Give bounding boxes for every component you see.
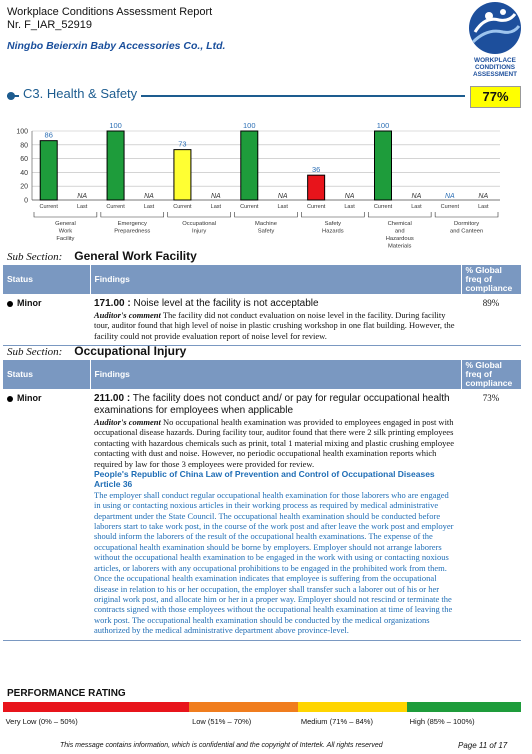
status-value: Minor bbox=[17, 393, 42, 403]
section-bullet-icon bbox=[7, 92, 15, 100]
report-number: Nr. F_IAR_52919 bbox=[7, 19, 92, 31]
bar-current bbox=[174, 150, 191, 200]
group-bracket bbox=[435, 212, 498, 217]
group-label: Dormitory bbox=[454, 221, 480, 227]
subsection-name: Occupational Injury bbox=[74, 344, 187, 358]
section-score-badge: 77% bbox=[470, 86, 521, 108]
group-label: Occupational bbox=[182, 221, 217, 227]
group-bracket bbox=[34, 212, 97, 217]
findings-table-2 bbox=[3, 360, 521, 641]
group-bracket bbox=[168, 212, 231, 217]
x-tick-label: Current bbox=[373, 204, 393, 210]
x-tick-label: Last bbox=[210, 204, 222, 210]
table-row bbox=[3, 389, 521, 640]
freq-cell: 89% bbox=[461, 294, 521, 346]
bar-current bbox=[375, 131, 392, 200]
auditor-comment-label: Auditor's comment bbox=[94, 310, 161, 320]
rating-band-label: High (85% – 100%) bbox=[409, 717, 475, 726]
y-tick-label: 100 bbox=[16, 128, 28, 136]
col-findings: Findings bbox=[90, 265, 461, 294]
logo-text-2: CONDITIONS bbox=[474, 64, 516, 71]
findings-cell bbox=[90, 389, 461, 640]
bar-value-label: 36 bbox=[311, 165, 321, 175]
subsection-score-chart bbox=[0, 112, 532, 252]
group-label: Materials bbox=[387, 243, 412, 250]
section-title: C3. Health & Safety bbox=[19, 86, 141, 101]
x-tick-label: Last bbox=[76, 204, 88, 210]
x-tick-label: Current bbox=[240, 204, 259, 210]
subsection-heading-1 bbox=[7, 249, 197, 263]
rating-band bbox=[407, 702, 521, 712]
report-title: Workplace Conditions Assessment Report bbox=[7, 6, 213, 18]
group-bracket bbox=[235, 212, 298, 217]
group-bracket bbox=[368, 212, 431, 217]
group-label: and Canteen bbox=[449, 228, 484, 235]
y-tick-label: 80 bbox=[20, 142, 28, 150]
x-tick-label: Current bbox=[106, 204, 125, 210]
bar-value-label: 73 bbox=[178, 139, 187, 149]
logo-text-3: ASSESSMENT bbox=[472, 71, 518, 78]
group-label: General bbox=[55, 221, 76, 227]
x-tick-label: Last bbox=[411, 204, 422, 210]
x-tick-label: Last bbox=[478, 204, 489, 210]
bar-na-label: NA bbox=[344, 193, 355, 200]
x-tick-label: Current bbox=[173, 204, 192, 210]
col-status: Status bbox=[3, 360, 90, 389]
rating-band-label: Medium (71% – 84%) bbox=[300, 717, 373, 726]
group-label: and bbox=[394, 228, 405, 235]
finding-headline: The facility does not conduct and/ or pay for regular occupational health examinations for employees when applicable bbox=[94, 393, 450, 416]
col-findings: Findings bbox=[90, 360, 461, 389]
group-label: Safety bbox=[257, 228, 275, 235]
law-reference-title: People's Republic of China Law of Prevention and Control of Occupational Diseases Article 36 bbox=[94, 469, 435, 490]
y-tick-label: 40 bbox=[20, 169, 28, 177]
group-label: Preparedness bbox=[114, 228, 151, 235]
group-label: Chemical bbox=[387, 221, 412, 227]
bar-na-label: NA bbox=[411, 193, 422, 200]
bullet-icon bbox=[7, 396, 13, 402]
y-tick-label: 0 bbox=[24, 197, 28, 205]
rating-band bbox=[189, 702, 298, 712]
group-label: Emergency bbox=[117, 221, 147, 227]
y-tick-label: 60 bbox=[20, 156, 28, 164]
bar-current bbox=[107, 131, 124, 200]
auditor-comment-text: No occupational health examination was provided to employees engaged in post with occupational disease hazards. During facility tour, auditor found that there were 2 silk printing employees contacting with hazardous chemicals such as prinit, total 1 material mixing and plastic crushing employee contacting with dust and noise. However, no periodic occupational health examination reports which required by law for those 3 employees were provided for review. bbox=[94, 417, 454, 469]
rating-band-label: Low (51% – 70%) bbox=[192, 717, 252, 726]
findings-table-1 bbox=[3, 265, 521, 346]
x-tick-label: Current bbox=[440, 204, 460, 210]
auditor-comment-text: The facility did not conduct evaluation on noise level in the facility. During facility tour, auditor found that high level of noise in plastic crushing workshop in one flat building. However, the facility could not provide evaluation report of noise level for review. bbox=[94, 310, 455, 341]
auditor-comment-label: Auditor's comment bbox=[94, 417, 161, 427]
group-label: Hazardous bbox=[385, 236, 414, 242]
x-tick-label: Current bbox=[306, 204, 326, 210]
bar-current bbox=[40, 141, 57, 200]
group-label: Safety bbox=[324, 221, 342, 227]
subsection-name: General Work Facility bbox=[74, 249, 197, 263]
wca-logo bbox=[463, 2, 527, 80]
subsection-heading-2 bbox=[7, 344, 186, 358]
bar-value-label: 100 bbox=[376, 121, 390, 130]
freq-cell: 73% bbox=[461, 389, 521, 640]
group-label: Machine bbox=[255, 221, 277, 227]
bar-na-label: NA bbox=[210, 193, 221, 200]
bar-na-label: NA bbox=[444, 193, 455, 200]
company-name: Ningbo Beierxin Baby Accessories Co., Ltd. bbox=[7, 40, 226, 52]
status-cell bbox=[3, 294, 90, 346]
col-freq: % Global freq of compliance bbox=[461, 360, 521, 389]
performance-rating-bar bbox=[3, 702, 521, 712]
col-status: Status bbox=[3, 265, 90, 294]
bar-na-label: NA bbox=[277, 193, 288, 200]
rating-band bbox=[3, 702, 189, 712]
bar-value-label: 100 bbox=[243, 121, 256, 130]
bullet-icon bbox=[7, 301, 13, 307]
bar-current bbox=[308, 175, 325, 200]
rating-band-label: Very Low (0% – 50%) bbox=[5, 717, 78, 726]
table-header-row bbox=[3, 360, 521, 389]
bar-na-label: NA bbox=[77, 193, 88, 200]
group-label: Injury bbox=[192, 228, 207, 235]
performance-rating-title: PERFORMANCE RATING bbox=[7, 688, 126, 699]
bar-current bbox=[241, 131, 258, 200]
col-freq: % Global freq of compliance bbox=[461, 265, 521, 294]
page-number: Page 11 of 17 bbox=[458, 741, 508, 750]
rating-band bbox=[298, 702, 407, 712]
bar-na-label: NA bbox=[144, 193, 154, 200]
x-tick-label: Last bbox=[143, 204, 155, 210]
y-tick-label: 20 bbox=[20, 183, 28, 191]
group-bracket bbox=[301, 212, 364, 217]
bar-value-label: 100 bbox=[109, 121, 122, 130]
bar-na-label: NA bbox=[478, 193, 489, 200]
bar-value-label: 86 bbox=[44, 130, 53, 140]
subsection-label: Sub Section: bbox=[7, 346, 63, 358]
logo-globe-icon bbox=[469, 2, 521, 54]
x-tick-label: Last bbox=[344, 204, 355, 210]
status-cell bbox=[3, 389, 90, 640]
group-bracket bbox=[101, 212, 164, 217]
table-header-row bbox=[3, 265, 521, 294]
group-label: Facility bbox=[56, 236, 75, 242]
finding-headline: Noise level at the facility is not acceptable bbox=[130, 298, 319, 309]
logo-text-1: WORKPLACE bbox=[474, 57, 516, 64]
confidentiality-footer: This message contains information, which is confidential and the copyright of Intertek. All rights reserved bbox=[60, 742, 383, 749]
group-label: Work bbox=[58, 228, 73, 235]
table-row bbox=[3, 294, 521, 346]
status-value: Minor bbox=[17, 298, 42, 308]
report-header bbox=[7, 6, 447, 53]
finding-code: 171.00 : bbox=[94, 298, 131, 309]
x-tick-label: Current bbox=[39, 204, 58, 210]
law-reference-text: The employer shall conduct regular occupational health examination for those laborers who are engaged in using or contacting noxious articles in their working process as required by medical administrative department under the State Council. The occupational health examination should be conducted before laborers start to take work post, in the course of the work post and after leave the work post and employer should inform the laborers of the result of the occupational health examinations. The expense of the occupational health examination should be borne by employers. Employer should not arrange laborers without the occupational health examination to be engaged in the work with using or contacting noxious articles, or laborers with any occupational prohibitions to be engaged in the prohibited work from them. Once the occupational health examination indicates that employee is suffering from the occupational disease in relation to his or her occupation, the employer shall transfer such a laborer out of his or her original work post, and allocate him or her in a proper way. Employer should not rescind or terminate the contracts signed with those employees without the occupational health examination at time of leaving the work post. The occupational health examination should be conducted by the medical organizations authorized by the medical administrative department above province-level. bbox=[94, 489, 454, 636]
x-tick-label: Last bbox=[277, 204, 288, 210]
finding-code: 211.00 : bbox=[94, 393, 131, 404]
subsection-label: Sub Section: bbox=[7, 251, 63, 263]
findings-cell bbox=[90, 294, 461, 346]
group-label: Hazards bbox=[322, 228, 344, 235]
